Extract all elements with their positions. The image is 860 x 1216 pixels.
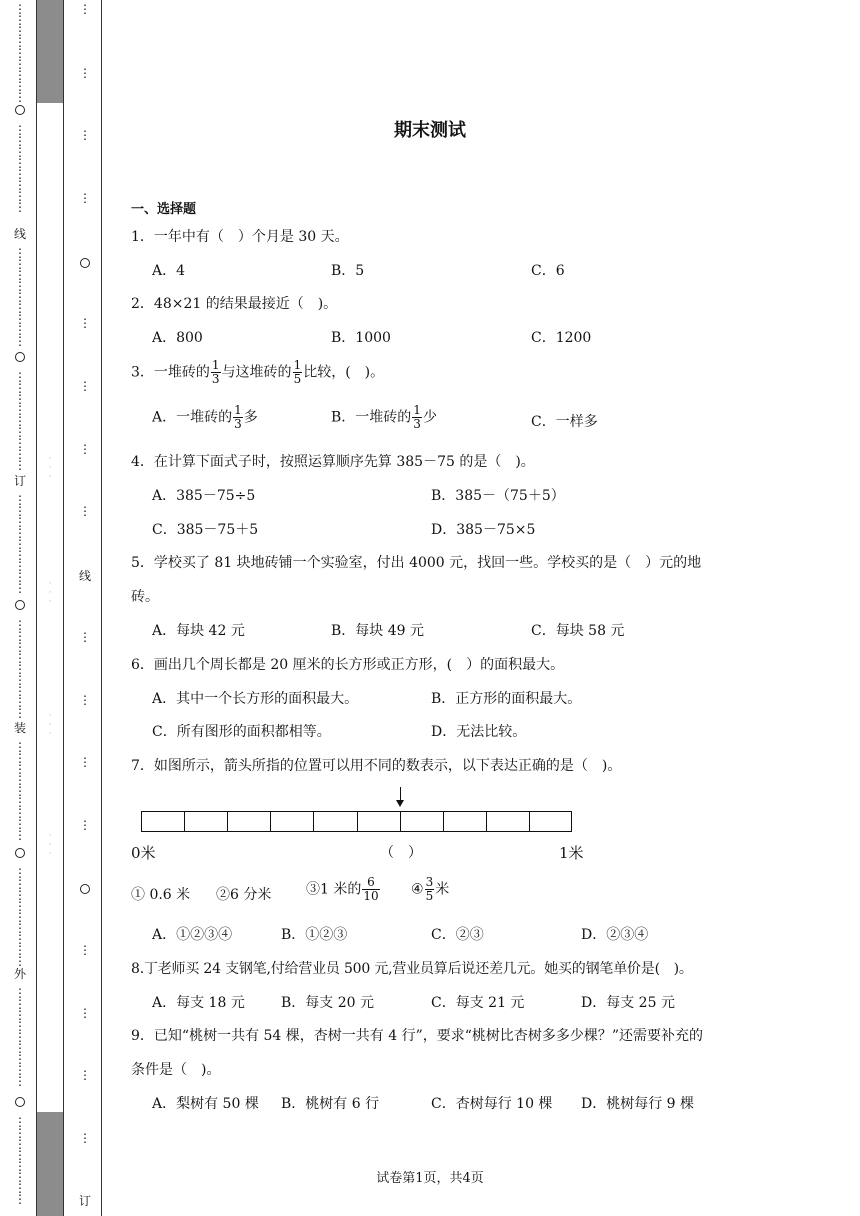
q3-b-post: 少 xyxy=(422,409,437,426)
q7-item3-fraction xyxy=(362,876,379,903)
q6-option-c[interactable]: C．所有图形的面积都相等。 xyxy=(152,724,331,740)
inner-dots-15: ⋮ xyxy=(79,1068,91,1082)
strip-faint-mark-3: · · · xyxy=(48,711,52,739)
inner-dots-8: ⋮ xyxy=(79,504,91,518)
q3-a-fraction xyxy=(233,404,243,431)
outer-dots-8: ⋮ ⋮ ⋮ ⋮ ⋮ ⋮ ⋮ ⋮ ⋮ xyxy=(14,866,26,968)
outer-dots-5: ⋮ ⋮ ⋮ ⋮ ⋮ ⋮ ⋮ ⋮ ⋮ xyxy=(14,493,26,595)
section-heading: 一、选择题 xyxy=(131,202,197,217)
inner-dots-10: ⋮ xyxy=(79,693,91,707)
outer-dots-2: ⋮ ⋮ ⋮ ⋮ ⋮ ⋮ ⋮ ⋮ xyxy=(14,123,26,214)
question-9-stem-line1: 9．已知“桃树一共有 54 棵，杏树一共有 4 行”，要求“桃树比杏树多多少棵？”还需要补充的 xyxy=(131,1028,704,1044)
inner-dots-4: ⋮ xyxy=(79,191,91,205)
q3-f2-denominator: 5 xyxy=(293,372,302,386)
number-line-tick xyxy=(486,811,487,832)
q7-item3-denominator: 10 xyxy=(363,889,379,903)
q4-option-b[interactable]: B．385－（75＋5） xyxy=(431,488,565,504)
outer-circle-3 xyxy=(15,600,25,610)
outer-circle-4 xyxy=(15,848,25,858)
q5-option-a[interactable]: A．每块 42 元 xyxy=(152,623,245,639)
outer-dots-4: ⋮ ⋮ ⋮ ⋮ ⋮ ⋮ ⋮ ⋮ ⋮ xyxy=(14,370,26,472)
margin-rule xyxy=(101,0,102,1216)
number-line-start-label: 0米 xyxy=(131,844,156,862)
question-1-stem: 1．一年中有（ ）个月是 30 天。 xyxy=(131,229,349,245)
q4-option-c[interactable]: C．385－75＋5 xyxy=(152,522,259,538)
outer-circle-5 xyxy=(15,1097,25,1107)
q7-option-c[interactable]: C．②③ xyxy=(431,927,484,943)
outer-label-ding: 订 xyxy=(13,474,26,488)
q3-option-b[interactable] xyxy=(331,404,437,431)
q9-option-d[interactable]: D．桃树每行 9 棵 xyxy=(581,1096,695,1112)
question-2-stem: 2．48×21 的结果最接近（ )。 xyxy=(131,296,338,312)
q8-option-c[interactable]: C．每支 21 元 xyxy=(431,995,525,1011)
q3-f1-denominator: 3 xyxy=(211,372,220,386)
number-line-tick xyxy=(227,811,228,832)
q8-option-a[interactable]: A．每支 18 元 xyxy=(152,995,245,1011)
q1-option-b[interactable]: B．5 xyxy=(331,263,365,279)
number-line-tick xyxy=(400,811,401,832)
inner-dots-6: ⋮ xyxy=(79,379,91,393)
question-3-stem xyxy=(131,359,384,386)
q3-fraction-1 xyxy=(211,359,221,386)
outer-label-zhuang: 装 xyxy=(13,721,26,735)
q4-option-d[interactable]: D．385－75×5 xyxy=(431,522,536,538)
binding-strip-bottom-shade xyxy=(37,1112,63,1216)
inner-dots-5: ⋮ xyxy=(79,316,91,330)
inner-dots-16: ⋮ xyxy=(79,1131,91,1145)
outer-circle-1 xyxy=(15,105,25,115)
q3-option-c[interactable]: C．一样多 xyxy=(531,414,598,430)
inner-label-ding: 订 xyxy=(78,1194,91,1208)
number-line-arrowhead xyxy=(396,800,404,807)
q8-option-d[interactable]: D．每支 25 元 xyxy=(581,995,675,1011)
inner-circle-1 xyxy=(80,258,90,268)
q2-option-a[interactable]: A．800 xyxy=(152,330,203,346)
page-title: 期末测试 xyxy=(394,120,466,141)
inner-circle-2 xyxy=(80,884,90,894)
q8-option-b[interactable]: B．每支 20 元 xyxy=(281,995,375,1011)
binding-strip-top-shade xyxy=(37,0,63,103)
q7-item-3 xyxy=(306,876,381,903)
q3-b-pre: B．一堆砖的 xyxy=(331,409,412,426)
number-line-blank-label: （ ） xyxy=(380,845,422,861)
q3-b-denominator: 3 xyxy=(413,417,421,431)
q7-item4-pre: ④ xyxy=(411,881,424,898)
outer-dots-1: ⋮ ⋮ ⋮ ⋮ ⋮ ⋮ ⋮ ⋮ ⋮ xyxy=(14,2,26,104)
outer-label-wai: 外 xyxy=(13,967,26,981)
inner-dots-12: ⋮ xyxy=(79,818,91,832)
question-8-stem: 8.丁老师买 24 支钢笔,付给营业员 500 元,营业员算后说还差几元。她买的钢笔单价是( )。 xyxy=(131,961,693,977)
number-line-tick xyxy=(184,811,185,832)
number-line-tick xyxy=(270,811,271,832)
outer-label-xian: 线 xyxy=(13,227,26,241)
q3-b-numerator: 1 xyxy=(413,403,421,417)
inner-dots-13: ⋮ xyxy=(79,943,91,957)
q7-item4-post: 米 xyxy=(435,881,450,898)
q7-option-a[interactable]: A．①②③④ xyxy=(152,927,233,943)
q1-option-a[interactable]: A．4 xyxy=(152,263,186,279)
q3-a-pre: A．一堆砖的 xyxy=(152,409,233,426)
q5-option-b[interactable]: B．每块 49 元 xyxy=(331,623,425,639)
inner-dots-1: ⋮ xyxy=(79,2,91,16)
strip-faint-mark-4: · · · xyxy=(48,831,52,859)
outer-dots-6: ⋮ ⋮ ⋮ ⋮ ⋮ ⋮ ⋮ ⋮ ⋮ xyxy=(14,618,26,720)
question-6-stem: 6．画出几个周长都是 20 厘米的长方形或正方形，( ）的面积最大。 xyxy=(131,657,565,673)
number-line-tick xyxy=(313,811,314,832)
q9-option-b[interactable]: B．桃树有 6 行 xyxy=(281,1096,380,1112)
question-9-stem-line2: 条件是（ )。 xyxy=(131,1062,221,1078)
q6-option-b[interactable]: B．正方形的面积最大。 xyxy=(431,691,582,707)
q3-fraction-2 xyxy=(293,359,303,386)
outer-dots-9: ⋮ ⋮ ⋮ ⋮ ⋮ ⋮ ⋮ ⋮ ⋮ xyxy=(14,986,26,1088)
inner-dots-7: ⋮ xyxy=(79,442,91,456)
question-5-stem-line1: 5．学校买了 81 块地砖铺一个实验室，付出 4000 元，找回一些。学校买的是（ ）元的地 xyxy=(131,555,702,571)
question-4-stem: 4．在计算下面式子时，按照运算顺序先算 385－75 的是（ )。 xyxy=(131,454,535,470)
q3-stem-pre: 3．一堆砖的 xyxy=(131,364,210,381)
q6-option-a[interactable]: A．其中一个长方形的面积最大。 xyxy=(152,691,359,707)
q3-a-post: 多 xyxy=(243,409,258,426)
q3-a-numerator: 1 xyxy=(234,403,242,417)
q7-item-2: ②6 分米 xyxy=(216,887,272,903)
q3-f2-numerator: 1 xyxy=(293,358,302,372)
q9-option-a[interactable]: A．梨树有 50 棵 xyxy=(152,1096,259,1112)
question-5-stem-line2: 砖。 xyxy=(131,589,159,605)
inner-dots-3: ⋮ xyxy=(79,128,91,142)
q7-item3-numerator: 6 xyxy=(362,876,379,890)
inner-dots-9: ⋮ xyxy=(79,630,91,644)
q3-f1-numerator: 1 xyxy=(211,358,220,372)
q3-b-fraction xyxy=(412,404,422,431)
outer-circle-2 xyxy=(15,352,25,362)
q3-stem-post: 比较，( )。 xyxy=(303,364,385,381)
number-line-end-label: 1米 xyxy=(559,844,584,862)
q6-option-d[interactable]: D．无法比较。 xyxy=(431,724,527,740)
q7-option-d[interactable]: D．②③④ xyxy=(581,927,649,943)
q3-stem-mid: 与这堆砖的 xyxy=(221,364,292,381)
q3-option-a[interactable] xyxy=(152,404,258,431)
outer-dots-7: ⋮ ⋮ ⋮ ⋮ ⋮ ⋮ ⋮ ⋮ ⋮ xyxy=(14,740,26,842)
outer-dots-3: ⋮ ⋮ ⋮ ⋮ ⋮ ⋮ ⋮ ⋮ ⋮ xyxy=(14,246,26,348)
q5-option-c[interactable]: C．每块 58 元 xyxy=(531,623,625,639)
outer-dots-10: ⋮ ⋮ ⋮ ⋮ ⋮ ⋮ ⋮ ⋮ xyxy=(14,1115,26,1206)
inner-dots-11: ⋮ xyxy=(79,755,91,769)
number-line-tick xyxy=(443,811,444,832)
q4-option-a[interactable]: A．385－75÷5 xyxy=(152,488,256,504)
binding-strip xyxy=(36,0,64,1216)
q7-item-4 xyxy=(411,876,449,903)
strip-faint-mark-1: · · · xyxy=(48,454,52,482)
q7-item3-pre: ③1 米的 xyxy=(306,881,362,898)
strip-faint-mark-2: · · · xyxy=(48,579,52,607)
inner-dots-14: ⋮ xyxy=(79,1006,91,1020)
q7-item4-numerator: 3 xyxy=(425,875,434,889)
question-7-stem: 7．如图所示，箭头所指的位置可以用不同的数表示，以下表达正确的是（ )。 xyxy=(131,758,622,774)
number-line-tick xyxy=(357,811,358,832)
q7-option-b[interactable]: B．①②③ xyxy=(281,927,348,943)
q9-option-c[interactable]: C．杏树每行 10 棵 xyxy=(431,1096,553,1112)
inner-dots-2: ⋮ xyxy=(79,66,91,80)
q2-option-c[interactable]: C．1200 xyxy=(531,330,592,346)
inner-label-xian: 线 xyxy=(78,569,91,583)
q7-item4-denominator: 5 xyxy=(425,889,434,903)
q2-option-b[interactable]: B．1000 xyxy=(331,330,391,346)
q7-item4-fraction xyxy=(425,876,435,903)
number-line-tick xyxy=(529,811,530,832)
q7-item-1: ① 0.6 米 xyxy=(131,887,191,903)
q1-option-c[interactable]: C．6 xyxy=(531,263,565,279)
page-footer: 试卷第1页，共4页 xyxy=(376,1171,484,1186)
q3-a-denominator: 3 xyxy=(234,417,242,431)
